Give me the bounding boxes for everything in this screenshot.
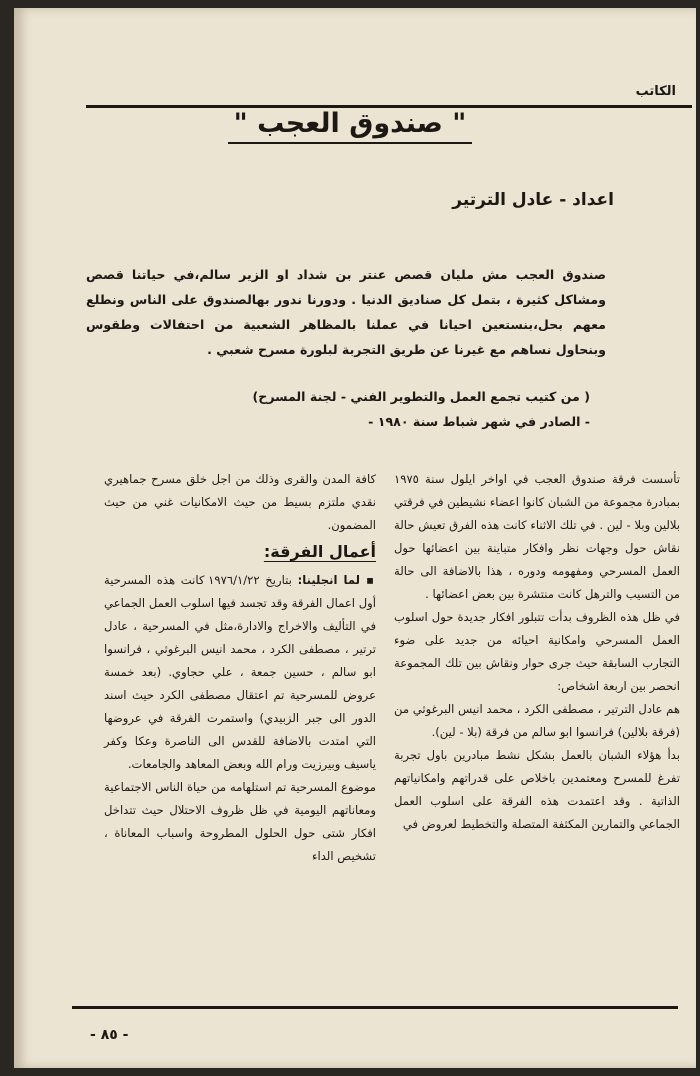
paragraph: في ظل هذه الظروف بدأت تتبلور افكار جديدة حول اسلوب العمل المسرحي وامكانية احيائه من جديد على ضوء التجارب السابقة حيث جرى حوار ونقاش بين تلك المجموعة انحصر بين اربعة اشخاص:: [394, 610, 680, 693]
left-column: [104, 468, 376, 868]
paragraph: كافة المدن والقرى وذلك من اجل خلق مسرح جماهيري نقدي ملتزم بسيط من حيث الامكانيات غني من حيث المضمون.: [104, 472, 376, 532]
quote-source: [110, 384, 590, 434]
footer-rule: [72, 1006, 678, 1009]
article-author: اعداد - عادل الترتير: [452, 190, 614, 210]
section-heading: أعمال الفرقة:: [263, 542, 376, 561]
paragraph: موضوع المسرحية تم استلهامه من حياة الناس الاجتماعية ومعاناتهم اليومية في ظل ظروف الاحتلال حيث تتداخل افكار شتى حول الحلول المطروحة واسباب المعاناة ، تشخيص الداء: [104, 780, 376, 863]
page-number: - ٨٥ -: [90, 1027, 129, 1043]
quote-source-line-2: - الصادر في شهر شباط سنة ١٩٨٠ -: [368, 414, 590, 429]
right-column: [394, 468, 680, 836]
section-header-label: الكاتب: [635, 84, 676, 99]
paragraph: هم عادل الترتير ، مصطفى الكرد ، محمد انيس البرغوثي من (فرقة بلالين) فرانسوا ابو سالم من فرقة (بلا - لين).: [394, 702, 680, 739]
paragraph: بدأ هؤلاء الشبان بالعمل بشكل نشط مبادرين باول تجربة تفرغ للمسرح ومعتمدين باخلاص على قدراتهم وامكانياتهم الذاتية . وقد اعتمدت هذه الفرقة على اسلوب العمل الجماعي والتمارين المكثفة المتصلة والتخطيط لعروض في: [394, 748, 680, 831]
article-title: " صندوق العجب ": [228, 108, 473, 144]
title-wrap: [0, 108, 700, 144]
play-title-bullet: ▪ لما انجلينا:: [297, 573, 376, 587]
intro-paragraph: صندوق العجب مش مليان قصص عنتر بن شداد او الزير سالم،في حياتنا قصص ومشاكل كثيرة ، بتمل كل صناديق الدنيا . ودورنا ندور بهالصندوق على الناس ونطلع معهم بحل،بنستعين احيانا في عملنا بالمظاهر الشعبية من احتفالات وطقوس وبنحاول نساهم مع غيرنا عن طريق التجربة لبلورة مسرح شعبي .: [86, 267, 606, 357]
paragraph: تأسست فرقة صندوق العجب في اواخر ايلول سنة ١٩٧٥ بمبادرة مجموعة من الشبان كانوا اعضاء نشيطين في فرقتي بلالين وبلا - لين . في تلك الاثناء كانت هذه الفرق تعيش حالة نقاش حول وجهات نظر وافكار متباينة بين اعضائها حول العمل المسرحي ومفهومه ودوره ، هذا بالاضافة الى حالة من التسيب والترهل كانت منتشرة بين بعض اعضائها .: [394, 472, 680, 601]
quote-source-line-1: ( من كتيب تجمع العمل والتطوير الفني - لجنة المسرح): [252, 389, 590, 404]
paragraph-body: بتاريخ ١٩٧٦/١/٢٢ كانت هذه المسرحية أول اعمال الفرقة وقد تجسد فيها اسلوب العمل الجماعي في التأليف والاخراج والادارة،مثل في المسرحية ، عادل ترتير ، مصطفى الكرد ، محمد انيس البرغوثي ، فرانسوا ابو سالم ، حسين جمعة ، علي حجاوي. (بعد خمسة عروض للمسرحية تم اعتقال مصطفى الكرد حيث اسند الدور الى جبر الزبيدي) واستمرت الفرقة في عروضها التي امتدت بالاضافة للقدس الى الناصرة وعكا وكفر ياسيف وبيرزيت ورام الله وبعض المعاهد والجامعات.: [104, 573, 376, 771]
paragraph-play: [104, 569, 376, 776]
